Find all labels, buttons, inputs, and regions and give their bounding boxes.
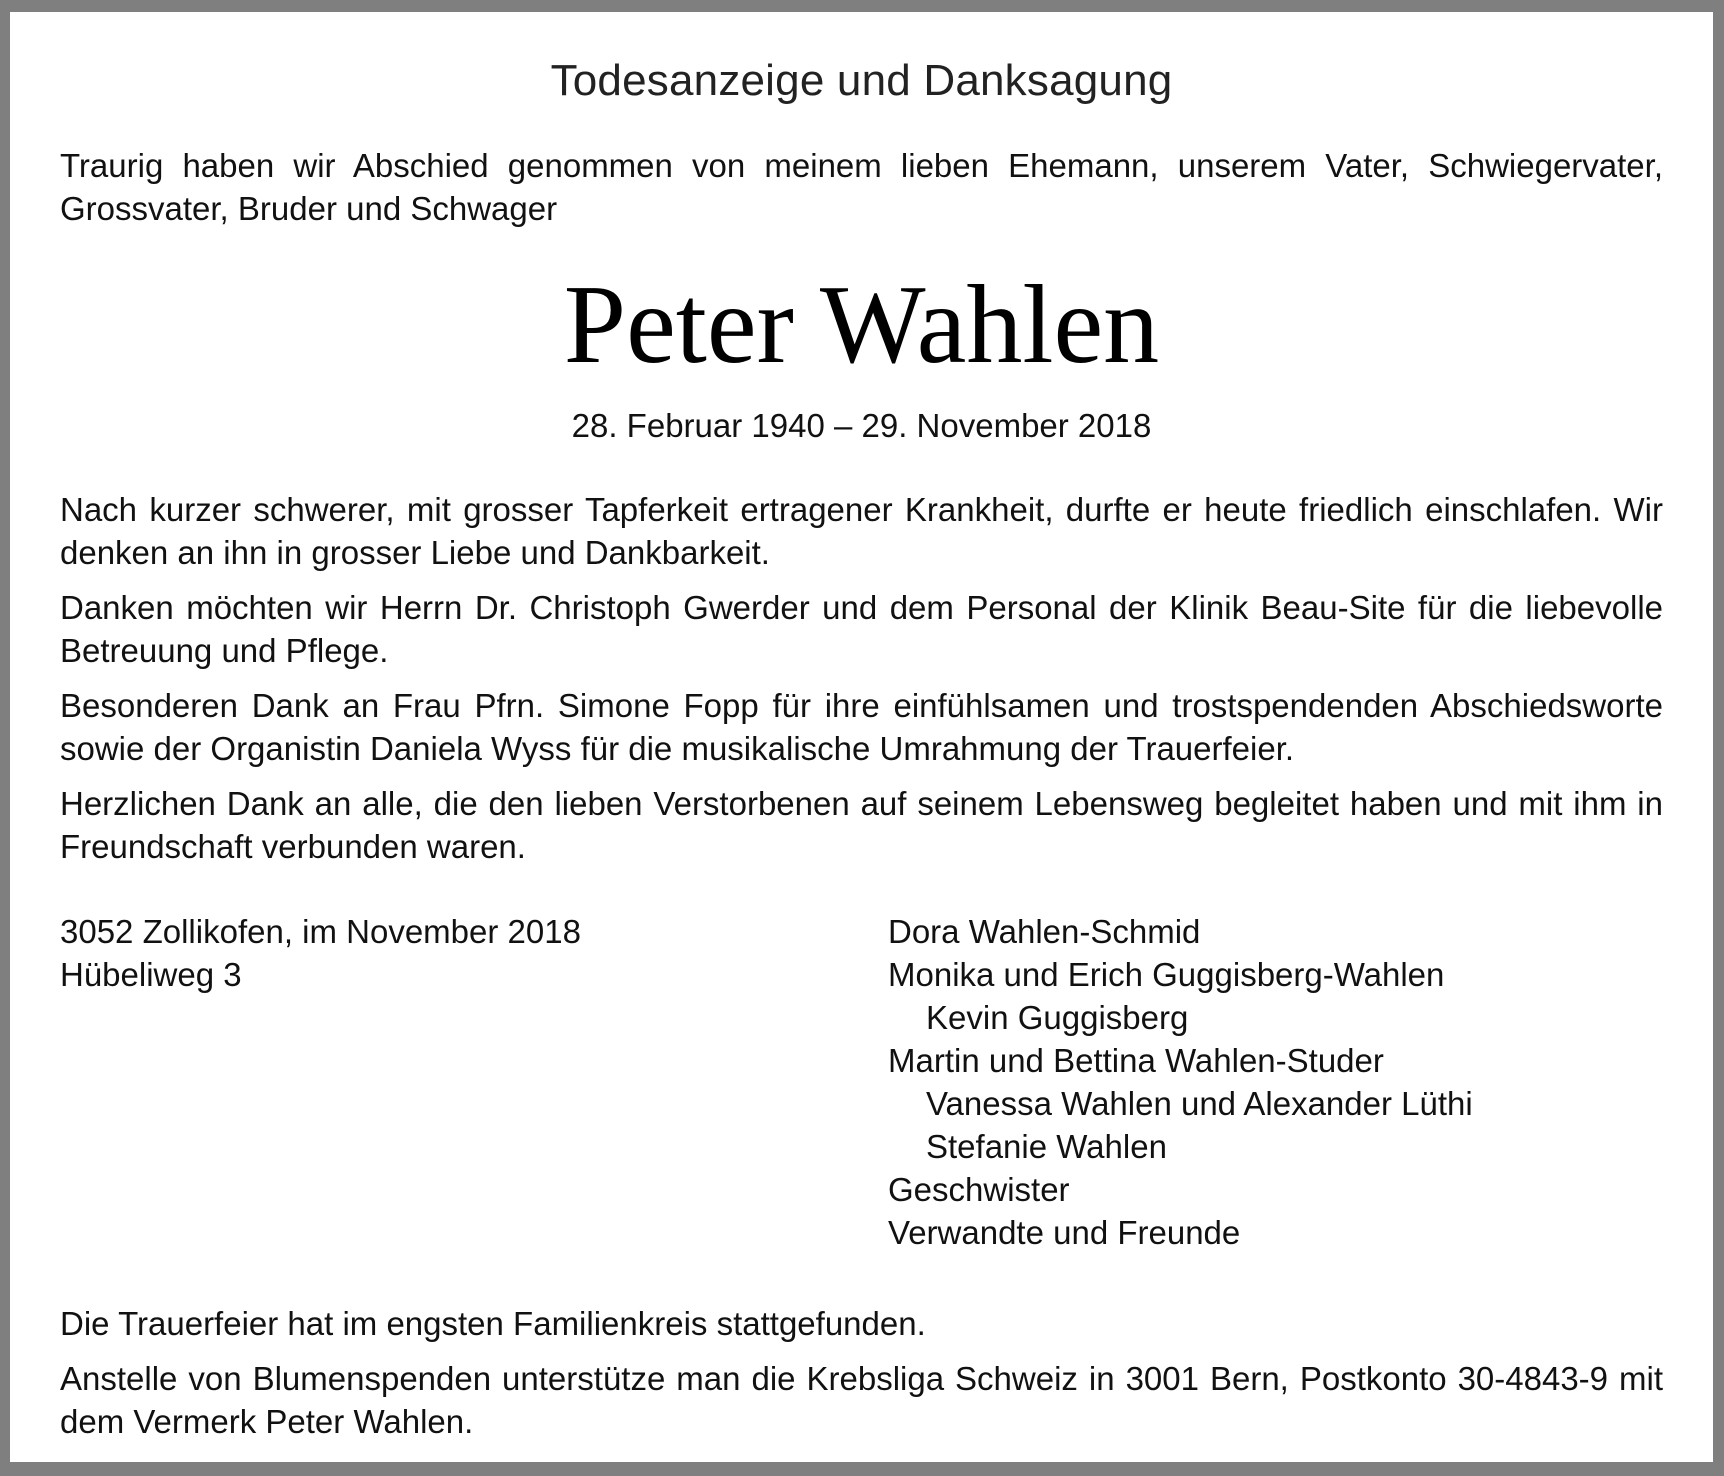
page-title: Todesanzeige und Danksagung: [550, 56, 1173, 105]
intro-text: Traurig haben wir Abschied genommen von meinem lieben Ehemann, unserem Vater, Schwiegervater, Grossvater, Bruder und Schwager: [60, 147, 1663, 227]
deceased-name: Peter Wahlen: [563, 263, 1160, 387]
family-list: [888, 910, 1658, 1254]
body-text: [60, 488, 1663, 880]
life-dates: 28. Februar 1940 – 29. November 2018: [571, 407, 1152, 444]
family-member-child: Vanessa Wahlen und Alexander Lüthi: [926, 1085, 1473, 1122]
family-member: Verwandte und Freunde: [888, 1214, 1241, 1251]
body-paragraph: Danken möchten wir Herrn Dr. Christoph Gwerder und dem Personal der Klinik Beau-Site für die liebevolle Betreuung und Pflege.: [60, 589, 1663, 669]
family-member: Dora Wahlen-Schmid: [888, 913, 1201, 950]
family-member: Martin und Bettina Wahlen-Studer: [888, 1042, 1384, 1079]
place-and-address: [60, 910, 860, 996]
family-member-child: Kevin Guggisberg: [926, 999, 1189, 1036]
body-paragraph: Nach kurzer schwerer, mit grosser Tapferkeit ertragener Krankheit, durfte er heute friedlich einschlafen. Wir denken an ihn in grosser Liebe und Dankbarkeit.: [60, 491, 1663, 571]
body-paragraph: Besonderen Dank an Frau Pfrn. Simone Fopp für ihre einfühlsamen und trostspendenden Abschiedsworte sowie der Organistin Daniela Wyss für die musikalische Umrahmung der Trauerfeier.: [60, 687, 1663, 767]
family-member-child: Stefanie Wahlen: [926, 1128, 1167, 1165]
family-member: Monika und Erich Guggisberg-Wahlen: [888, 956, 1445, 993]
body-paragraph: Herzlichen Dank an alle, die den lieben Verstorbenen auf seinem Lebensweg begleitet haben und mit ihm in Freundschaft verbunden waren.: [60, 785, 1663, 865]
obituary-page: [10, 12, 1713, 1462]
footer-paragraph: Die Trauerfeier hat im engsten Familienkreis stattgefunden.: [60, 1305, 926, 1342]
footer-paragraph: Anstelle von Blumenspenden unterstütze man die Krebsliga Schweiz in 3001 Bern, Postkonto 30-4843-9 mit dem Vermerk Peter Wahlen.: [60, 1360, 1663, 1440]
place-date-line: 3052 Zollikofen, im November 2018: [60, 913, 581, 950]
footer-text: [60, 1302, 1663, 1455]
family-member: Geschwister: [888, 1171, 1070, 1208]
address-line: Hübeliweg 3: [60, 956, 242, 993]
